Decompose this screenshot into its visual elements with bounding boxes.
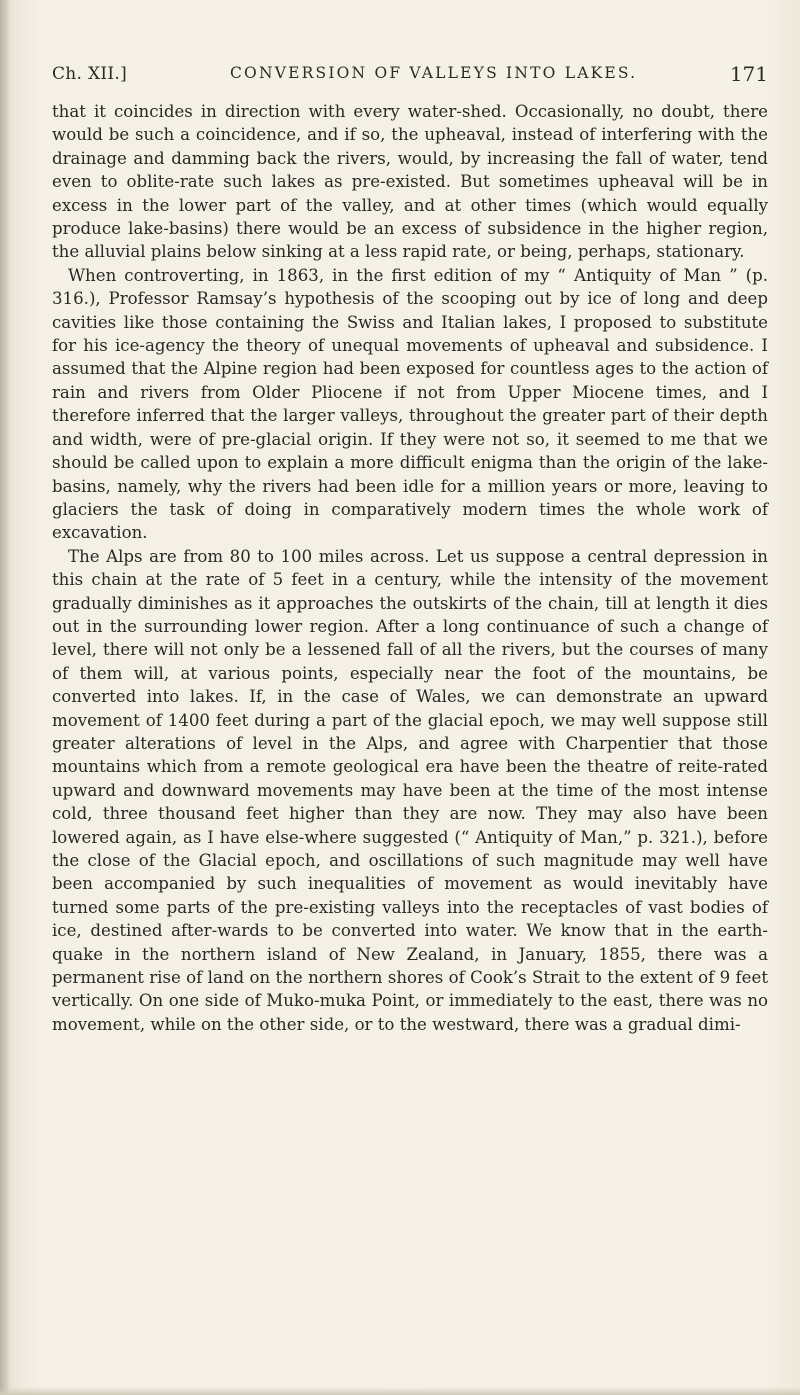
- running-title: CONVERSION OF VALLEYS INTO LAKES.: [230, 64, 638, 82]
- gutter-shadow: [0, 0, 10, 1395]
- body-text: [52, 100, 768, 1036]
- paragraph-continued: that it coincides in direction with every water-shed. Occasionally, no doubt, there would be such a coincidence, and if so, the upheaval, instead of interfering with the drainage and damming back the rivers, would, by increasing the fall of water, tend even to oblite-rate such lakes as pre-existed. But sometimes upheaval will be in excess in the lower part of the valley, and at other times (which would equally produce lake-basins) there would be an excess of subsidence in the higher region, the alluvial plains below sinking at a less rapid rate, or being, perhaps, stationary.: [52, 102, 768, 262]
- page-header: [52, 64, 768, 90]
- page-edge-shadow: [0, 1387, 800, 1395]
- paragraph-alps-depression: The Alps are from 80 to 100 miles across. Let us suppose a central depression in this chain at the rate of 5 feet in a century, while the intensity of the movement gradually diminishes as it approaches the outskirts of the chain, till at length it dies out in the surrounding lower region. After a long continuance of such a change of level, there will not only be a lessened fall of all the rivers, but the courses of many of them will, at various points, especially near the foot of the mountains, be converted into lakes. If, in the case of Wales, we can demonstrate an upward movement of 1400 feet during a part of the glacial epoch, we may well suppose still greater alterations of level in the Alps, and agree with Charpentier that those mountains which from a remote geological era have been the theatre of reite-rated upward and downward movements may have been at the time of the most intense cold, three thousand feet higher than they are now. They may also have been lowered again, as I have else-where suggested (“ Antiquity of Man,” p. 321.), before the close of the Glacial epoch, and oscillations of such magnitude may well have been accompanied by such inequalities of movement as would inevitably have turned some parts of the pre-existing valleys into the receptacles of vast bodies of ice, destined after-wards to be converted into water. We know that in the earth-quake in the northern island of New Zealand, in January, 1855, there was a permanent rise of land on the northern shores of Cook’s Strait to the extent of 9 feet vertically. On one side of Muko-muka Point, or immediately to the east, there was no movement, while on the other side, or to the westward, there was a gradual dimi-: [52, 546, 768, 1034]
- page-number: 171: [729, 62, 768, 86]
- chapter-marker: Ch. XII.]: [52, 64, 128, 84]
- paragraph-antiquity-of-man: When controverting, in 1863, in the first edition of my “ Antiquity of Man ” (p. 316.), Professor Ramsay’s hypothesis of the scooping out by ice of long and deep cavities like those containing the Swiss and Italian lakes, I proposed to substitute for his ice-agency the theory of unequal movements of upheaval and subsidence. I assumed that the Alpine region had been exposed for countless ages to the action of rain and rivers from Older Pliocene if not from Upper Miocene times, and I therefore inferred that the larger valleys, throughout the greater part of their depth and width, were of pre-glacial origin. If they were not so, it seemed to me that we should be called upon to explain a more difficult enigma than the origin of the lake-basins, namely, why the rivers had been idle for a million years or more, leaving to glaciers the task of doing in comparatively modern times the whole work of excavation.: [52, 265, 768, 543]
